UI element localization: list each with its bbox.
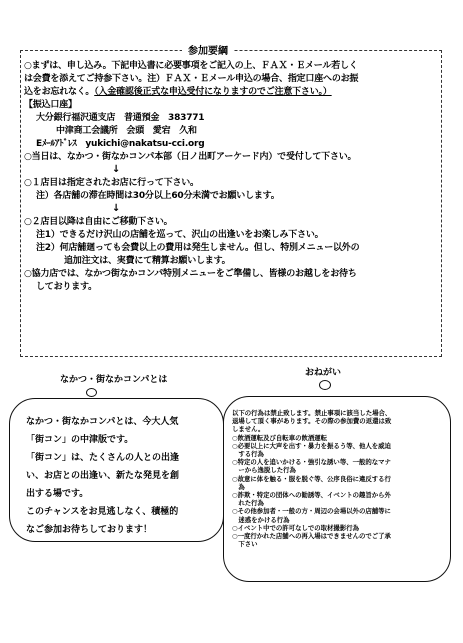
guidelines-title: 参加要綱 [182,42,234,57]
bank-account: 大分銀行福沢通支店 普通預金 383771 [36,113,205,123]
guideline-line: ○まずは、申し込み。下記申込書に必要事項をご記入の上、ＦＡＸ・Ｅメール若しく [24,61,358,71]
about-text: なかつ・街なかコンパとは、今大人気 「街コン」の中津版です。 「街コン」は、たくさんの人との出逢 い、お店との出逢い、新たな発見を創 出する場です。 このチャンスをお見逃しなく、積極的 なご参加お待ちしております！ [26,417,180,535]
guideline-line: しております。 [36,282,97,292]
bubble-tail [319,380,331,390]
guideline-line: ○２店目以降は自由にご移動下さい。 [24,217,173,227]
guideline-line: 込をお忘れなく。（入金確認後正式な申込受付になりますのでご注意下さい。） [24,87,332,97]
guideline-note: 注1）できるだけ沢山の店舗を巡って、沢山の出逢いをお楽しみ下さい。 [36,230,324,240]
guideline-note: 注）各店舗の滞在時間は30分以上60分未満でお願いします。 [36,191,280,201]
about-bubble [9,398,224,542]
guideline-line: ○協力店では、なかつ街なかコンパ特別メニューをご準備し、皆様のお越しをお待ち [24,269,357,279]
payment-notice: （入金確認後正式な申込受付になりますのでご注意下さい。） [94,87,332,97]
guideline-note: 注2）何店舗廻っても会費以上の費用は発生しません。但し、特別メニュー以外の [36,243,360,253]
about-heading: なかつ・街なかコンパとは [60,375,168,385]
account-holder: 中津商工会議所 会頭 愛宕 久和 [56,126,197,136]
guideline-line: ○１店目は指定されたお店に行って下さい。 [24,178,199,188]
rules-bubble [223,396,451,582]
rules-heading: おねがい [305,368,342,378]
email-address: Eﾒｰﾙｱﾄﾞﾚｽ yukichi@nakatsu-cci.org [36,139,205,149]
guideline-line: は会費を添えてご持参下さい。注）ＦＡＸ・Ｅメール申込の場合、指定口座へのお振 [24,74,359,84]
bubble-tail [86,388,97,397]
down-arrow-icon: ↓ [112,203,121,214]
down-arrow-icon: ↓ [112,164,121,175]
rules-text: 以下の行為は禁止致します。禁止事項に該当した場合、 退場して頂く事があります。その際の参加費の返還は致 しません。 ○飲酒運転及び自転車の飲酒運転 ○必要以上に大声を出す・暴力を振るう等、他人を威迫 する行為 ○特定の人を追いかける・強引な誘い等、一般的なマナ ーから逸脱した行為 ○故意に体を触る・服を脱ぐ等、公序良俗に違反する行 為 ○詐欺・特定の団体への勧誘等、イベントの趣旨から外 れた行為 ○その他参加者・一般の方・周辺の会場以外の店舗等に 迷惑をかける行為 ○イベント中での許可なしでの取材撮影行為 ○一度行かれた店舗への再入場はできませんのでご了承 下さい [232,409,392,549]
guideline-line: ○当日は、なかつ・街なかコンパ本部（日ノ出町アーケード内）で受付して下さい。 [24,152,357,162]
guideline-note: 追加注文は、実費にて精算お願いします。 [64,256,231,266]
account-heading: 【振込口座】 [24,100,77,110]
